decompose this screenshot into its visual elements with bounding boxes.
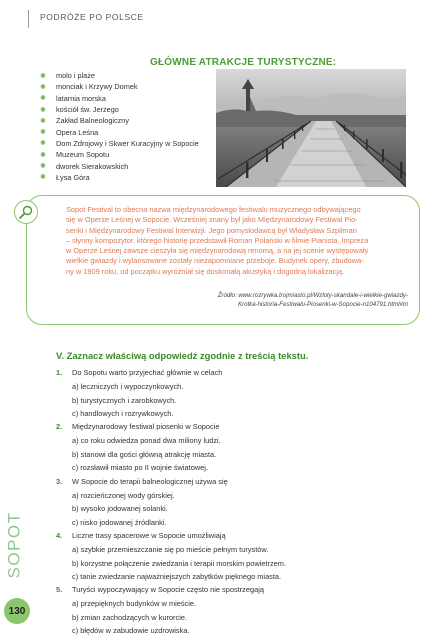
answer-option[interactable]: c) błędów w zabudowie uzdrowiska.: [72, 626, 190, 635]
list-item: ✺ Dom Zdrojowy i Skwer Kuracyjny w Sopocie: [40, 138, 199, 148]
sun-bullet-icon: ✺: [40, 140, 46, 148]
answer-option[interactable]: c) tanie zwiedzanie najważniejszych zabytków pięknego miasta.: [72, 572, 282, 581]
answer-option[interactable]: b) zmian zachodzących w kurorcie.: [72, 613, 188, 622]
list-item: ✺ latarnia morska: [40, 93, 106, 103]
sun-bullet-icon: ✺: [40, 129, 46, 137]
answer-option[interactable]: c) nisko jodowanej źródlanki.: [72, 518, 167, 527]
list-item: ✺ Łysa Góra: [40, 172, 90, 182]
header-divider: [28, 10, 29, 28]
source-citation-line-1: Źródło: www.rozrywka.trojmiasto.pl/Wzloty-skandale-i-wielkie-gwiazdy-: [217, 292, 408, 299]
list-item: ✺ monciak i Krzywy Domek: [40, 82, 138, 92]
list-item: ✺ molo i plaże: [40, 71, 95, 81]
answer-option[interactable]: a) co roku odwiedza ponad dwa miliony ludzi.: [72, 436, 221, 445]
sun-bullet-icon: ✺: [40, 163, 46, 171]
info-text: [66, 205, 411, 277]
answer-option[interactable]: b) turystycznych i zarobkowych.: [72, 396, 177, 405]
info-line: senki i Międzynarodowy Festiwal Interwizji. Jego pomysłodawcą był Władysław Szpilman: [66, 225, 357, 235]
question-1: 1. Do Sopotu warto przyjechać głównie w celach: [56, 368, 223, 377]
page-number: 130: [4, 598, 30, 624]
info-line: się w Operze Leśnej w Sopocie. Wcześniej znany był jako Międzynarodowy Festiwal Pio-: [66, 215, 358, 225]
answer-option[interactable]: b) stanowi dla gości główną atrakcję miasta.: [72, 450, 217, 459]
answer-option[interactable]: a) szybkie przemieszczanie się po mieście pełnym turystów.: [72, 545, 269, 554]
list-item: ✺ Muzeum Sopotu: [40, 150, 110, 160]
answer-option[interactable]: a) leczniczych i wypoczynkowych.: [72, 382, 184, 391]
answer-option[interactable]: a) rozcieńczonej wody górskiej.: [72, 491, 175, 500]
sun-bullet-icon: ✺: [40, 151, 46, 159]
sun-bullet-icon: ✺: [40, 106, 46, 114]
list-item: ✺ Opera Leśna: [40, 127, 99, 137]
sun-bullet-icon: ✺: [40, 117, 46, 125]
answer-option[interactable]: b) wysoko jodowanej solanki.: [72, 504, 168, 513]
info-line: w Operze Leśnej zawsze cieszyła się międzynarodową renomą, a na jej scenie występowały: [66, 246, 369, 256]
question-5: 5. Turyści wypoczywający w Sopocie często nie spostrzegają: [56, 585, 264, 594]
answer-option[interactable]: c) rozsławił miasto po II wojnie światowej.: [72, 463, 208, 472]
magnifier-icon: [14, 200, 38, 224]
sidebar-label: SOPOT: [4, 511, 24, 579]
info-line: ny w 1909 roku, od początku wyróżniał się doskonałą akustyką i dogodną lokalizacją.: [66, 266, 345, 276]
info-line: wielkie gwiazdy i wylansowane zostały niezapomniane przeboje. Budynek opery, zbudowa-: [66, 256, 364, 266]
page-header: PODRÓŻE PO POLSCE: [40, 12, 144, 22]
source-citation-line-2: Krotka-historia-Festiwalu-Piosenki-w-Sopocie-n104791.html#tri: [237, 301, 408, 308]
sun-bullet-icon: ✺: [40, 95, 46, 103]
list-item: ✺ Zakład Balneologiczny: [40, 116, 130, 126]
answer-option[interactable]: a) przepięknych budynków w mieście.: [72, 599, 197, 608]
question-2: 2. Międzynarodowy festiwal piosenki w Sopocie: [56, 422, 220, 431]
answer-option[interactable]: c) handlowych i rozrywkowych.: [72, 409, 174, 418]
info-line: Sopot Festival to obecna nazwa międzynarodowego festiwalu muzycznego odbywającego: [66, 205, 361, 214]
pier-photo: [216, 69, 406, 187]
answer-option[interactable]: b) korzystne połączenie zwiedzania i terapii morskim powietrzem.: [72, 559, 287, 568]
exercise-title: V. Zaznacz właściwą odpowiedź zgodnie z treścią tekstu.: [56, 350, 309, 361]
list-item: ✺ dworek Sierakowskich: [40, 161, 129, 171]
pier-photo-drawing: [216, 69, 406, 187]
attractions-title: GŁÓWNE ATRAKCJE TURYSTYCZNE:: [150, 57, 337, 68]
question-3: 3. W Sopocie do terapii balneologicznej używa się: [56, 477, 228, 486]
attractions-list: [40, 70, 199, 183]
info-line: – słynny kompozytor, którego historię przedstawił Roman Polański w filmie Pianista. Impreza: [66, 235, 369, 245]
sun-bullet-icon: ✺: [40, 83, 46, 91]
sun-bullet-icon: ✺: [40, 174, 46, 182]
sun-bullet-icon: ✺: [40, 72, 46, 80]
list-item: ✺ kościół św. Jerzego: [40, 105, 119, 115]
question-4: 4. Liczne trasy spacerowe w Sopocie umożliwiają: [56, 531, 226, 540]
